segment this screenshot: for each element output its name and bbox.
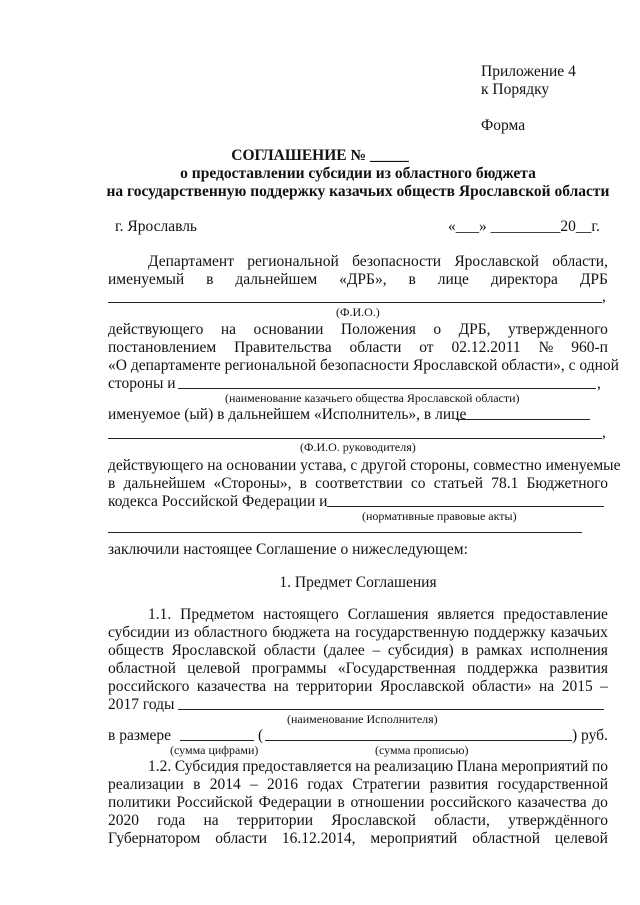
para1-line6: стороны и xyxy=(108,375,176,392)
comma: , xyxy=(602,424,606,441)
p11-line3: обществ Ярославской области (далее – субсидия) в рамках исполнения xyxy=(108,642,608,659)
agreement-title: СОГЛАШЕНИЕ № _____ xyxy=(231,147,409,164)
para1-line7: именуемое (ый) в дальнейшем «Исполнитель», в лице xyxy=(108,406,467,423)
para1-line9: в дальнейшем «Стороны», в соответствии со статьей 78.1 Бюджетного xyxy=(108,475,608,492)
p12-line5: Губернатором области 16.12.2014, мероприятий областной целевой xyxy=(108,830,608,847)
to-order-label: к Порядку xyxy=(481,81,550,98)
org-fill-line xyxy=(178,388,596,389)
para1-line3: действующего на основании Положения о ДРБ, утвержденного xyxy=(108,321,608,338)
para1-line10: кодекса Российской Федерации и xyxy=(108,493,328,510)
para1-line8: действующего на основании устава, с другой стороны, совместно именуемые xyxy=(108,457,621,474)
amount-digits-line xyxy=(180,740,254,741)
digits-caption: (сумма цифрами) xyxy=(170,743,259,757)
org-caption: (наименование казачьего общества Ярославской области) xyxy=(225,391,520,405)
head-fill-line-2 xyxy=(108,438,602,439)
p12-line4: 2020 года на территории Ярославской области, утверждённого xyxy=(108,812,608,829)
p11-line6: 2017 годы xyxy=(108,696,175,713)
p11-line4: областной целевой программы «Государственная поддержка развития xyxy=(108,660,608,677)
para1-line4: постановлением Правительства области от 02.12.2011 № 960-п xyxy=(108,339,608,356)
p12-line1: 1.2. Субсидия предоставляется на реализацию Плана мероприятий по xyxy=(148,758,608,775)
appendix-label: Приложение 4 xyxy=(481,63,576,80)
amount-paren-open: ( xyxy=(258,727,264,744)
para1-line11: заключили настоящее Соглашение о нижеследующем: xyxy=(108,541,468,558)
para1-line2: именуемый в дальнейшем «ДРБ», в лице директора ДРБ xyxy=(108,271,608,288)
amount-words-line xyxy=(265,740,572,741)
fio-caption: (Ф.И.О.) xyxy=(336,305,380,319)
section1-heading: 1. Предмет Соглашения xyxy=(279,574,437,591)
head-caption: (Ф.И.О. руководителя) xyxy=(300,440,416,454)
p11-line2: субсидии из областного бюджета на государственную поддержку казачьих xyxy=(108,624,608,641)
amount-suffix: ) руб. xyxy=(572,727,608,744)
fio-fill-line xyxy=(108,302,602,303)
amount-prefix: в размере xyxy=(108,727,172,744)
para1-line5: «О департаменте региональной безопасности Ярославской области», с одной xyxy=(108,357,619,374)
agreement-subtitle-2: на государственную поддержку казачьих обществ Ярославской области xyxy=(106,183,610,200)
form-label: Форма xyxy=(481,117,526,134)
agreement-subtitle-1: о предоставлении субсидии из областного бюджета xyxy=(180,165,536,182)
comma: , xyxy=(602,288,606,305)
comma: , xyxy=(597,375,601,392)
head-fill-line-1 xyxy=(456,419,590,420)
acts-fill-line xyxy=(327,506,604,507)
exec-caption: (наименование Исполнителя) xyxy=(287,712,438,726)
acts-fill-line-2 xyxy=(108,532,582,533)
acts-caption: (нормативные правовые акты) xyxy=(362,509,517,523)
p12-line3: политики Российской Федерации в отношении российского казачества до xyxy=(108,794,608,811)
para1-line1: Департамент региональной безопасности Ярославской области, xyxy=(148,253,608,270)
place-label: г. Ярославль xyxy=(115,218,197,235)
p12-line2: реализации в 2014 – 2016 годах Стратегии развития государственной xyxy=(108,776,608,793)
exec-fill-line xyxy=(178,709,604,710)
p11-line1: 1.1. Предметом настоящего Соглашения является предоставление xyxy=(148,606,608,623)
p11-line5: российского казачества на территории Ярославской области» на 2015 – xyxy=(108,678,608,695)
words-caption: (сумма прописью) xyxy=(375,743,469,757)
date-placeholder: «___» _________20__г. xyxy=(448,218,600,235)
